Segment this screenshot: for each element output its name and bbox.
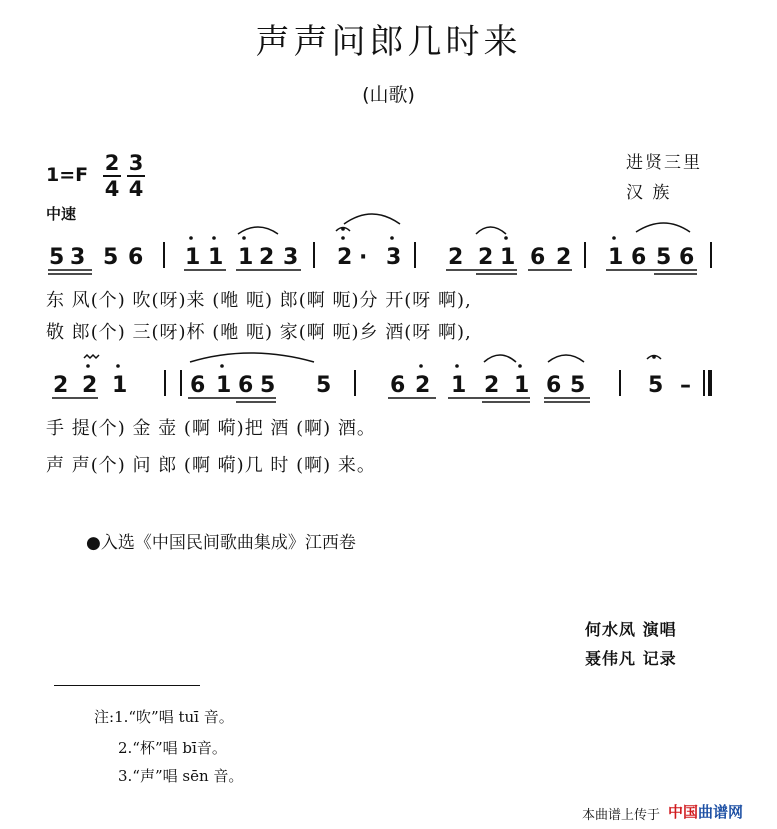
note: 2 xyxy=(448,245,464,270)
origin-place: 进贤三里 xyxy=(626,153,702,173)
note: 5 xyxy=(49,245,65,270)
note: 2 xyxy=(53,373,69,398)
footnote-divider xyxy=(54,685,200,686)
footnote-1 xyxy=(94,706,234,727)
lyrics-row1-verse1: 东 风(个) 吹(呀)来 (咃 呃) 郎(啊 呃)分 开(呀 啊), xyxy=(46,290,472,311)
note: 5 xyxy=(103,245,119,270)
note: 1 xyxy=(500,245,516,270)
note: 5 xyxy=(316,373,332,398)
note: 6 xyxy=(530,245,546,270)
note: 6 xyxy=(679,245,695,270)
note: 1 xyxy=(185,245,201,270)
score-title: 声声问郎几时来 xyxy=(255,22,522,62)
origin-ethnic: 汉 族 xyxy=(626,183,672,203)
note: 2 xyxy=(82,373,98,398)
note: 3 xyxy=(386,245,402,270)
note: 1 xyxy=(216,373,232,398)
note: 5 xyxy=(570,373,586,398)
row2-underlines xyxy=(52,398,590,402)
note: 2 xyxy=(556,245,572,270)
note: 1 xyxy=(238,245,254,270)
note: 2 xyxy=(337,245,353,270)
row1-octave-dots xyxy=(189,227,616,240)
note: 2 xyxy=(478,245,494,270)
row1-notes xyxy=(49,245,694,270)
tempo-marking: 中速 xyxy=(46,205,77,223)
lyrics-row1-verse2: 敬 郎(个) 三(呀)杯 (咃 呃) 家(啊 呃)乡 酒(呀 啊), xyxy=(46,322,472,343)
footnote-text: 1.“吹”唱 tuī 音。 xyxy=(114,708,234,726)
site-logo[interactable] xyxy=(668,801,743,822)
note: 3 xyxy=(283,245,299,270)
meter-denominator: 4 xyxy=(104,177,120,201)
note: 1 xyxy=(208,245,224,270)
note: 6 xyxy=(546,373,562,398)
row1-slurs xyxy=(238,214,690,234)
row2-ornaments xyxy=(84,353,661,362)
logo-part-a: 中国 xyxy=(668,803,699,821)
note: 5 xyxy=(648,373,664,398)
note: 6 xyxy=(190,373,206,398)
meter-numerator: 2 xyxy=(104,151,120,175)
row1-underlines xyxy=(48,270,697,274)
meter-denominator: 4 xyxy=(128,177,144,201)
note: 3 xyxy=(70,245,86,270)
recorder-credit: 聂伟凡 记录 xyxy=(585,649,677,668)
note: 1 xyxy=(608,245,624,270)
singer-credit: 何水凤 演唱 xyxy=(585,620,677,639)
upload-credit: 本曲谱上传于 xyxy=(582,808,661,823)
note: 2 xyxy=(415,373,431,398)
lyrics-row2-verse1: 手 提(个) 金 壶 (啊 嗬)把 酒 (啊) 酒。 xyxy=(46,418,376,439)
note: 5 xyxy=(656,245,672,270)
note: 1 xyxy=(514,373,530,398)
note: 5 xyxy=(260,373,276,398)
note: · xyxy=(359,245,368,270)
note: 6 xyxy=(238,373,254,398)
note: 6 xyxy=(390,373,406,398)
note: 1 xyxy=(451,373,467,398)
note: 2 xyxy=(484,373,500,398)
note: 6 xyxy=(631,245,647,270)
genre-subtitle: (山歌) xyxy=(362,84,415,106)
footnote-2: 2.“杯”唱 bī音。 xyxy=(118,739,227,757)
footnote-label: 注: xyxy=(94,708,115,726)
lyrics-row2-verse2: 声 声(个) 问 郎 (啊 嗬)几 时 (啊) 来。 xyxy=(46,455,376,476)
note: 1 xyxy=(112,373,128,398)
row2-octave-dots xyxy=(86,355,656,368)
note: 2 xyxy=(259,245,275,270)
note: – xyxy=(680,373,691,398)
source-note: ●入选《中国民间歌曲集成》江西卷 xyxy=(86,533,356,553)
logo-part-b: 曲谱网 xyxy=(698,803,744,821)
key-signature: 1=F xyxy=(46,164,89,186)
note: 6 xyxy=(128,245,144,270)
meter-numerator: 3 xyxy=(128,151,144,175)
footnote-3: 3.“声”唱 sēn 音。 xyxy=(118,767,244,785)
row2-notes xyxy=(53,373,691,398)
